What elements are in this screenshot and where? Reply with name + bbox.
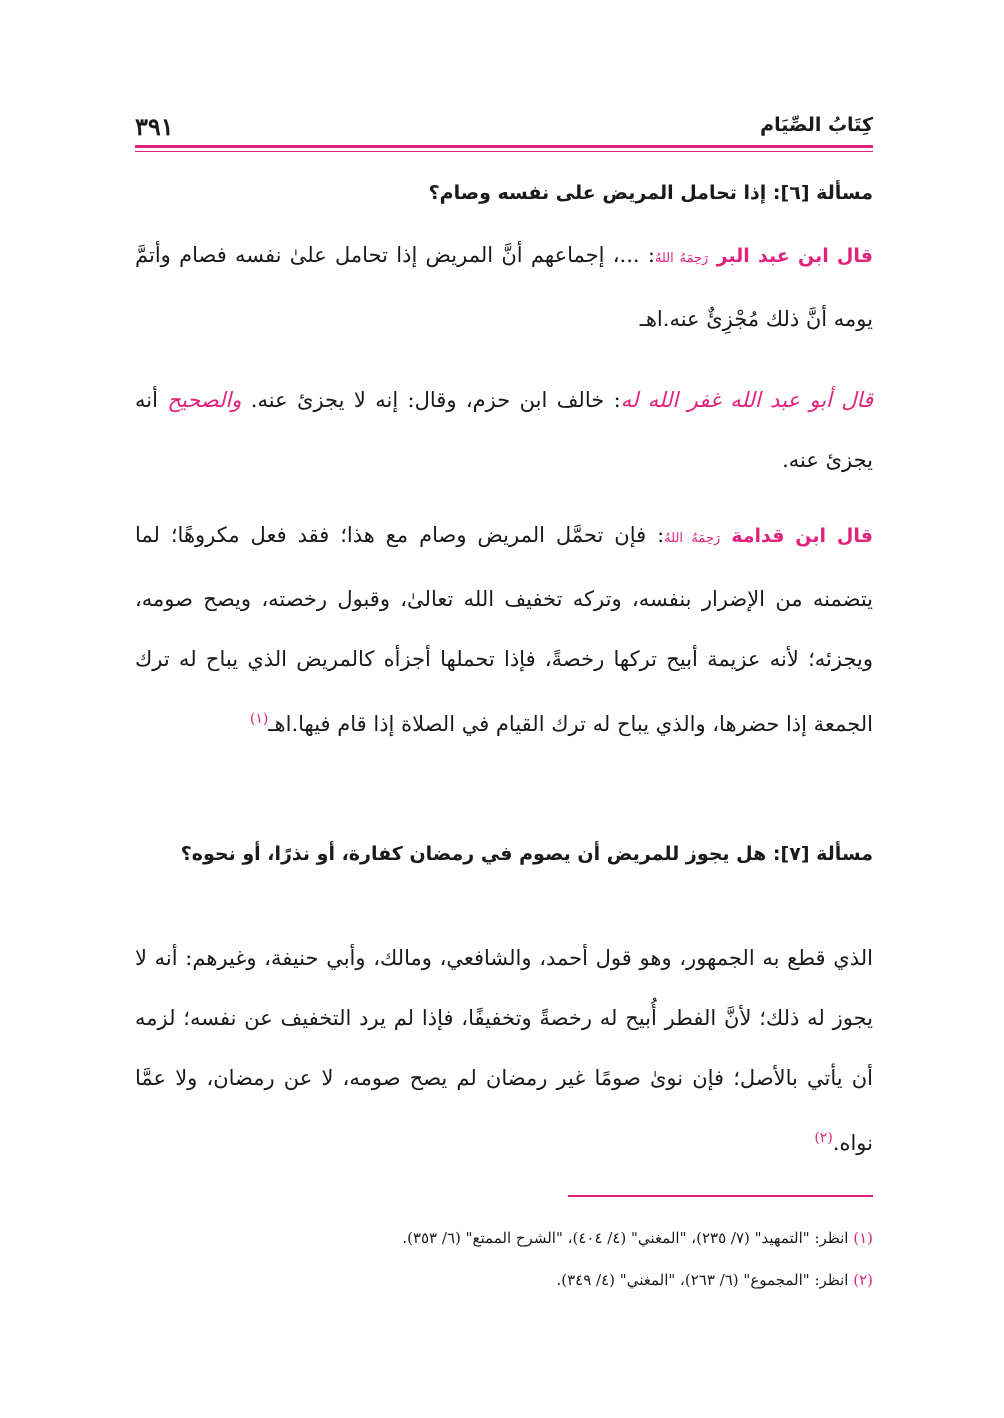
page-header xyxy=(135,112,873,142)
footnote-number: (٢) xyxy=(853,1271,873,1289)
question-7-heading: مسألة [٧]: هل يجوز للمريض أن يصوم في رمضان كفارة، أو نذرًا، أو نحوه؟ xyxy=(180,843,873,865)
chapter-title: كِتَابُ الصِّيَام xyxy=(760,114,873,136)
paragraph-abu-abdillah xyxy=(135,370,873,490)
paragraph-ibn-abd-albarr xyxy=(135,225,873,349)
speaker-ibn-abd-albarr: قال ابن عبد البر xyxy=(716,245,873,267)
footnote-1 xyxy=(135,1226,873,1250)
author-opinion-text: : خالف ابن حزم، وقال: إنه لا يجزئ عنه. xyxy=(250,388,621,412)
sahih-text: أنه يجزئ عنه. xyxy=(135,388,873,472)
sahih-label: والصحيح xyxy=(167,388,242,412)
question-6-heading: مسألة [٦]: إذا تحامل المريض على نفسه وصام؟ xyxy=(428,182,873,204)
page-number: ٣٩١ xyxy=(135,112,174,141)
speaker-ibn-qudama: قال ابن قدامة xyxy=(731,525,873,547)
book-page xyxy=(135,0,873,1418)
paragraph-jumhur xyxy=(135,928,873,1173)
quote-text: : ...، إجماعهم أنَّ المريض إذا تحامل علىٰ نفسه فصام وأتمَّ يومه أنَّ ذلك مُجْزِئٌ عنه.اهـ xyxy=(135,243,873,331)
footnote-number: (١) xyxy=(853,1229,873,1247)
speaker-abu-abdillah: قال أبو عبد الله غفر الله له xyxy=(620,388,873,412)
footnote-text: انظر: "المجموع" (٦/ ٢٦٣)، "المغني" (٤/ ٣٤٩). xyxy=(556,1271,849,1289)
paragraph-ibn-qudama xyxy=(135,505,873,754)
jumhur-text: الذي قطع به الجمهور، وهو قول أحمد، والشافعي، ومالك، وأبي حنيفة، وغيرهم: أنه لا يجوز له ذلك؛ لأنَّ الفطر أُبيح له رخصةً وتخفيفًا، فإذا لم يرد التخفيف عن نفسه؛ لزمه أن يأتي بالأصل؛ فإن نوىٰ صومًا غير رمضان لم يصح صومه، لا عن رمضان، ولا عمَّا نواه. xyxy=(135,946,873,1155)
honorific-mark: رَحِمَهُ اللهُ xyxy=(664,531,721,546)
footnote-2 xyxy=(135,1268,873,1292)
footnote-text: انظر: "التمهيد" (٧/ ٢٣٥)، "المغني" (٤/ ٤٠٤)، "الشرح الممتع" (٦/ ٣٥٣). xyxy=(402,1229,849,1247)
header-rule-thin xyxy=(135,151,873,152)
quote-text: : فإن تحمَّل المريض وصام مع هذا؛ فقد فعل مكروهًا؛ لما يتضمنه من الإضرار بنفسه، وتركه تخفيف الله تعالىٰ، وقبول رخصته، ويصح صومه، ويجزئه؛ لأنه عزيمة أبيح تركها رخصةً، فإذا تحملها أجزأه كالمريض الذي يباح له ترك الجمعة إذا حضرها، والذي يباح له ترك القيام في الصلاة إذا قام فيها.اهـ xyxy=(135,523,873,736)
header-rule-thick xyxy=(135,145,873,148)
footnote-separator xyxy=(568,1195,873,1197)
footnote-ref-1[interactable]: (١) xyxy=(249,711,269,727)
footnote-ref-2[interactable]: (٢) xyxy=(814,1130,833,1146)
honorific-mark: رَحِمَهُ اللهُ xyxy=(654,251,709,266)
